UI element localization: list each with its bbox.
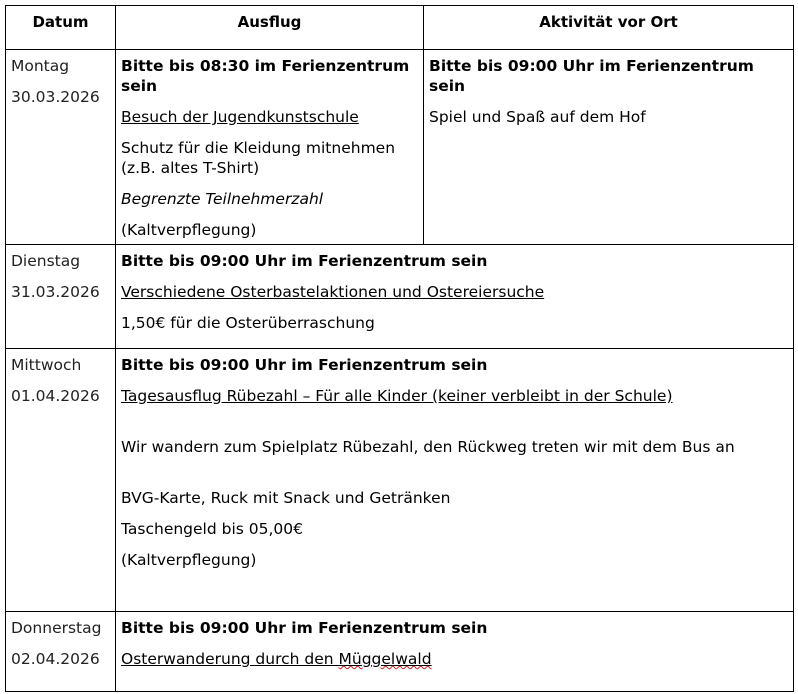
day-date: 30.03.2026	[11, 88, 100, 106]
day-name: Montag	[11, 57, 70, 75]
arrival-time: Bitte bis 08:30 im Ferienzentrum sein	[121, 57, 410, 95]
date-cell	[6, 612, 116, 692]
date-cell	[6, 50, 116, 245]
header-row	[6, 6, 794, 50]
title-part-spellcheck: Müggelwald	[338, 650, 432, 668]
table-row	[6, 349, 794, 612]
arrival-time: Bitte bis 09:00 Uhr im Ferienzentrum sein	[121, 619, 488, 637]
arrival-time: Bitte bis 09:00 Uhr im Ferienzentrum sein	[121, 252, 488, 270]
header-datum: Datum	[6, 6, 116, 50]
excursion-title	[121, 649, 788, 669]
merged-cell	[116, 245, 794, 349]
day-name: Dienstag	[11, 252, 81, 270]
day-date: 02.04.2026	[11, 650, 100, 668]
schedule-table	[5, 5, 794, 692]
food-text: (Kaltverpflegung)	[121, 551, 257, 569]
money-text: Taschengeld bis 05,00€	[121, 520, 304, 538]
items-text: BVG-Karte, Ruck mit Snack und Getränken	[121, 489, 451, 507]
title-part: Osterwanderung durch den	[121, 650, 339, 668]
aktivitaet-cell	[424, 50, 794, 245]
note-clothing: Schutz für die Kleidung mitnehmen	[121, 139, 396, 157]
day-date: 01.04.2026	[11, 387, 100, 405]
excursion-title: Besuch der Jugendkunstschule	[121, 108, 359, 126]
date-cell	[6, 245, 116, 349]
merged-cell	[116, 612, 794, 692]
day-name: Mittwoch	[11, 356, 82, 374]
table-row	[6, 612, 794, 692]
table-row	[6, 245, 794, 349]
excursion-title: Verschiedene Osterbastelaktionen und Ostereiersuche	[121, 283, 545, 301]
note-clothing-example: (z.B. altes T-Shirt)	[121, 159, 260, 177]
day-date: 31.03.2026	[11, 283, 100, 301]
day-name: Donnerstag	[11, 619, 102, 637]
note-food: (Kaltverpflegung)	[121, 221, 257, 239]
arrival-time: Bitte bis 09:00 Uhr im Ferienzentrum sein	[121, 356, 488, 374]
merged-cell	[116, 349, 794, 612]
note-cost: 1,50€ für die Osterüberraschung	[121, 314, 375, 332]
arrival-time: Bitte bis 09:00 Uhr im Ferienzentrum sein	[429, 57, 754, 95]
date-cell	[6, 349, 116, 612]
excursion-title: Tagesausflug Rübezahl – Für alle Kinder (keiner verbleibt in der Schule)	[121, 387, 673, 405]
table-row	[6, 50, 794, 245]
note-limited: Begrenzte Teilnehmerzahl	[121, 190, 324, 208]
activity-text: Spiel und Spaß auf dem Hof	[429, 108, 646, 126]
ausflug-cell	[116, 50, 424, 245]
header-ausflug: Ausflug	[116, 6, 424, 50]
header-aktivitaet: Aktivität vor Ort	[424, 6, 794, 50]
route-text: Wir wandern zum Spielplatz Rübezahl, den Rückweg treten wir mit dem Bus an	[121, 438, 735, 456]
